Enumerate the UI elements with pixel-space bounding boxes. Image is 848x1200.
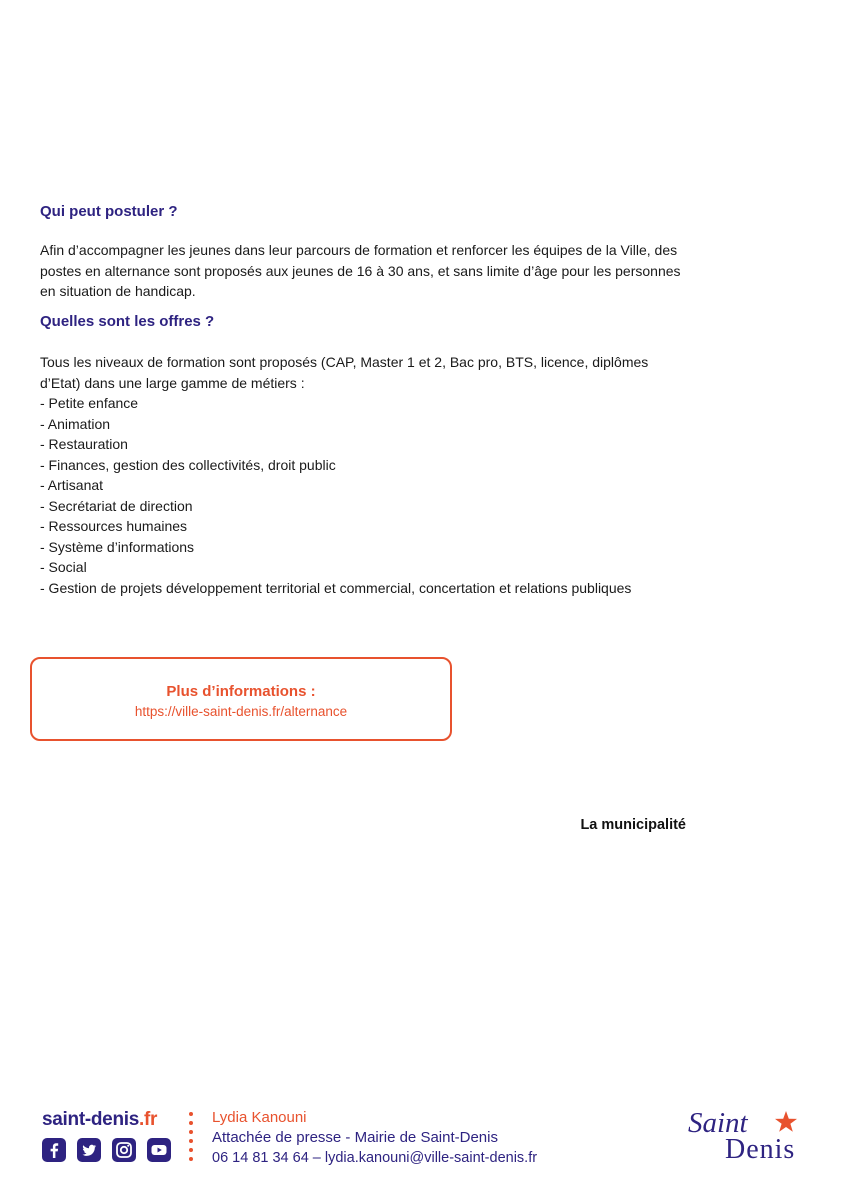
list-item: - Petite enfance	[40, 395, 139, 411]
more-info-link[interactable]: https://ville-saint-denis.fr/alternance	[134, 704, 348, 719]
footer-website[interactable]	[42, 1109, 157, 1131]
list-item: - Ressources humaines	[40, 518, 188, 534]
list-item: - Gestion de projets développement territorial et commercial, concertation et relations publiques	[40, 579, 632, 596]
job-list	[40, 393, 631, 598]
instagram-icon[interactable]	[112, 1138, 136, 1162]
list-item: - Secrétariat de direction	[40, 497, 193, 514]
contact-role: Attachée de presse - Mairie de Saint-Denis	[212, 1129, 498, 1146]
list-item: - Artisanat	[40, 477, 104, 493]
social-links	[42, 1138, 171, 1162]
paragraph-line: en situation de handicap.	[40, 283, 196, 299]
paragraph-line: postes en alternance sont proposés aux jeunes de 16 à 30 ans, et sans limite d’âge pour les personnes	[40, 262, 681, 279]
facebook-icon[interactable]	[42, 1138, 66, 1162]
logo-text-saint: Saint	[688, 1107, 748, 1139]
paragraph-line: d’Etat) dans une large gamme de métiers :	[40, 374, 305, 391]
paragraph-line: Afin d’accompagner les jeunes dans leur parcours de formation et renforcer les équipes de la Ville, des	[40, 242, 678, 258]
separator-dots	[189, 1112, 193, 1166]
saint-denis-logo	[688, 1108, 813, 1164]
twitter-icon[interactable]	[77, 1138, 101, 1162]
list-item: - Finances, gestion des collectivités, droit public	[40, 456, 336, 473]
logo-text-denis: Denis	[725, 1134, 796, 1165]
list-item: - Restauration	[40, 436, 128, 452]
contact-details: 06 14 81 34 64 – lydia.kanouni@ville-saint-denis.fr	[212, 1150, 538, 1166]
site-tld: .fr	[139, 1109, 158, 1130]
signature: La municipalité	[580, 817, 686, 833]
youtube-icon[interactable]	[147, 1138, 171, 1162]
list-item: - Social	[40, 559, 87, 575]
more-info-title: Plus d’informations :	[166, 683, 316, 700]
more-info-box	[30, 657, 452, 741]
paragraph-line: Tous les niveaux de formation sont proposés (CAP, Master 1 et 2, Bac pro, BTS, licence, diplômes	[40, 354, 649, 370]
contact-name: Lydia Kanouni	[212, 1109, 307, 1126]
list-item: - Système d’informations	[40, 538, 195, 555]
offers-paragraph	[40, 352, 720, 393]
list-item: - Animation	[40, 415, 111, 432]
press-contact	[212, 1108, 537, 1168]
star-icon	[774, 1110, 798, 1134]
site-name: saint-denis	[42, 1109, 139, 1130]
intro-paragraph	[40, 240, 720, 302]
section-title-who-can-apply: Qui peut postuler ?	[40, 203, 178, 220]
section-title-offers: Quelles sont les offres ?	[40, 313, 215, 330]
